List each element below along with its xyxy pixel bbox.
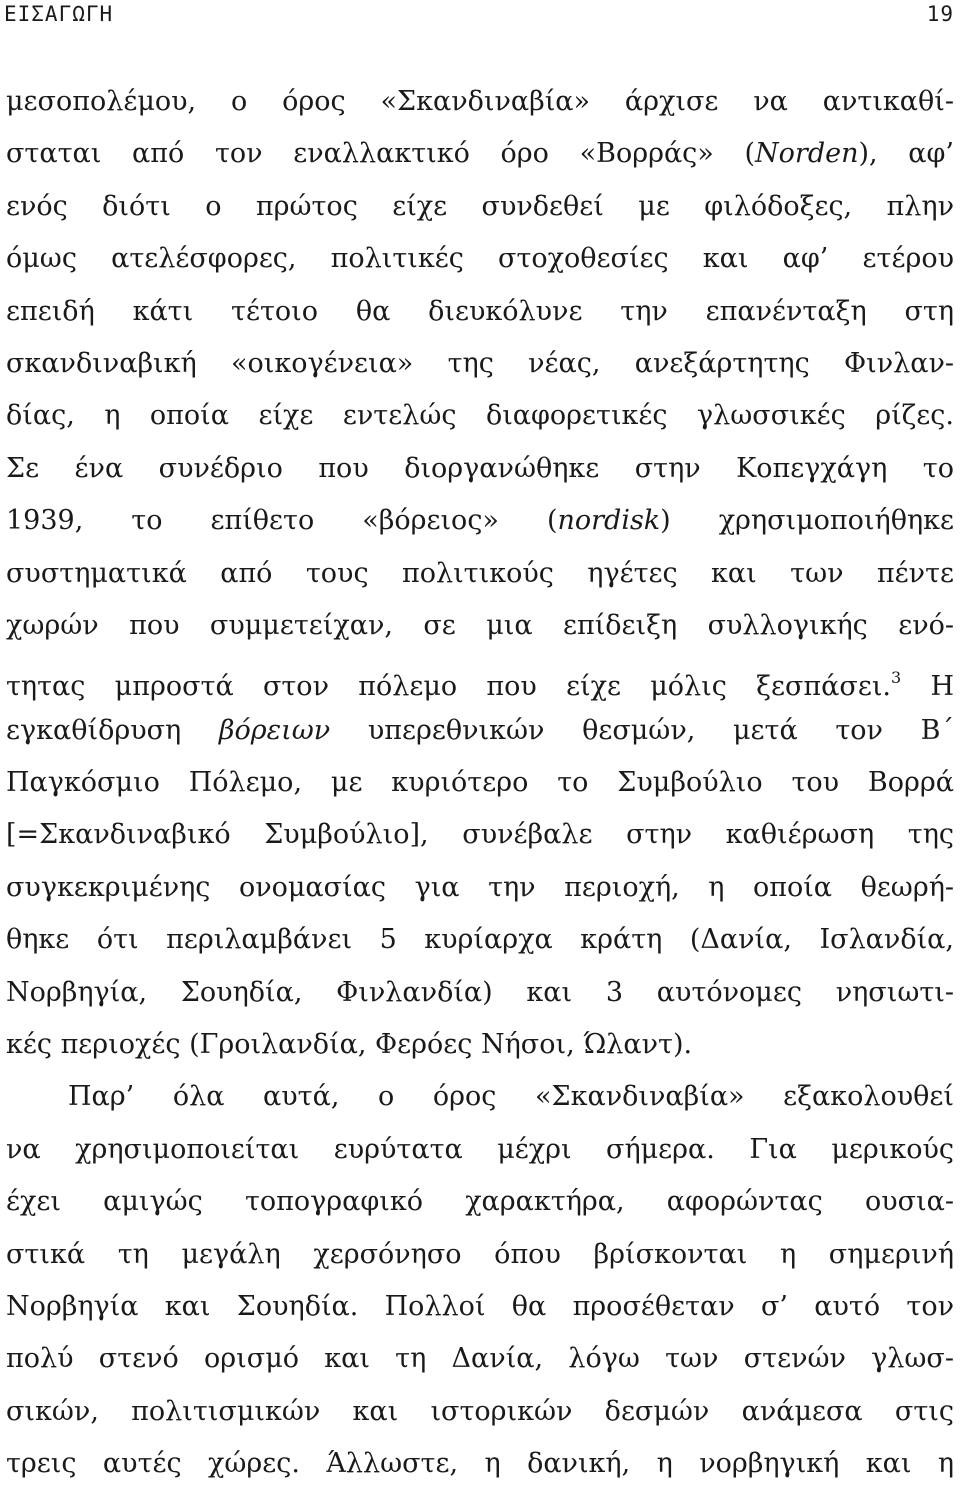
text-line: έχει αμιγώς τοπογραφικό χαρακτήρα, αφορώντας ουσια- [6,1186,954,1218]
italic-term: nordisk [557,505,661,537]
text-line: Παρ’ όλα αυτά, ο όρος «Σκανδιναβία» εξακολουθεί [68,1081,954,1113]
text-run: υπερεθνικών θεσμών, μετά τον Β΄ [330,714,954,746]
italic-term: βόρειων [218,714,331,746]
text-line: συστηματικά από τους πολιτικούς ηγέτες και των πέντε [6,557,954,589]
text-run: Η [901,671,954,703]
text-run: εγκαθίδρυση [6,714,219,746]
text-line: πολύ στενό ορισμό και τη Δανία, λόγω των στενών γλωσ- [6,1343,954,1375]
paragraph-1 [6,76,954,1071]
text-line: μεσοπολέμου, ο όρος «Σκανδιναβία» άρχισε να αντικαθί- [6,86,954,117]
text-line: ενός διότι ο πρώτος είχε συνδεθεί με φιλόδοξες, πλην [6,190,954,222]
text-line: Σε ένα συνέδριο που διοργανώθηκε στην Κοπεγχάγη το [6,452,954,484]
text-line: Παγκόσμιο Πόλεμο, με κυριότερο το Συμβούλιο του Βορρά [6,767,954,799]
text-line: κές περιοχές (Γροιλανδία, Φερόες Νήσοι, Ώλαντ). [6,1029,693,1061]
text-line: σικών, πολιτισμικών και ιστορικών δεσμών ανάμεσα στις [6,1395,954,1427]
text-line: συγκεκριμένης ονομασίας για την περιοχή, η οποία θεωρή- [6,871,954,903]
text-line: στικά τη μεγάλη χερσόνησο όπου βρίσκονται η σημερινή [6,1238,954,1270]
page-number: 19 [926,2,954,26]
text-line: να χρησιμοποιείται ευρύτατα μέχρι σήμερα. Για μερικούς [6,1133,954,1165]
text-line [6,705,954,757]
body-text [6,76,954,1491]
text-line: σκανδιναβική «οικογένεια» της νέας, ανεξάρτητης Φινλαν- [6,347,954,379]
footnote-marker[interactable]: 3 [891,668,902,688]
running-head: ΕΙΣΑΓΩΓΗ [4,2,114,26]
text-line: θηκε ότι περιλαμβάνει 5 κυρίαρχα κράτη (Δανία, Ισλανδία, [6,924,954,956]
text-line: επειδή κάτι τέτοιο θα διευκόλυνε την επανένταξη στη [6,295,954,327]
text-line: δίας, η οποία είχε εντελώς διαφορετικές γλωσσικές ρίζες. [6,400,954,432]
text-line: όμως ατελέσφορες, πολιτικές στοχοθεσίες και αφ’ ετέρου [6,243,954,275]
text-line [6,652,954,704]
text-line: Νορβηγία και Σουηδία. Πολλοί θα προσέθεταν σ’ αυτό τον [6,1290,954,1322]
text-line [6,128,954,180]
text-line: [=Σκανδιναβικό Συμβούλιο], συνέβαλε στην καθιέρωση της [6,819,954,851]
text-line [6,495,954,547]
text-run: 1939, το επίθετο «βόρειος» ( [6,505,558,537]
text-run: ), αφ’ [858,138,954,170]
italic-term: Norden [755,138,859,170]
text-line: τρεις αυτές χώρες. Άλλωστε, η δανική, η νορβηγική και η [6,1448,954,1480]
text-run: τητας μπροστά στον πόλεμο που είχε μόλις ξεσπάσει. [6,671,891,703]
page-header [4,2,954,34]
text-line: Νορβηγία, Σουηδία, Φινλανδία) και 3 αυτόνομες νησιωτι- [6,976,954,1008]
text-line: χωρών που συμμετείχαν, σε μια επίδειξη συλλογικής ενό- [6,609,954,641]
text-run: ) χρησιμοποιήθηκε [660,505,954,537]
text-run: σταται από τον εναλλακτικό όρο «Βορράς» ( [6,138,756,170]
paragraph-2 [6,1071,954,1490]
